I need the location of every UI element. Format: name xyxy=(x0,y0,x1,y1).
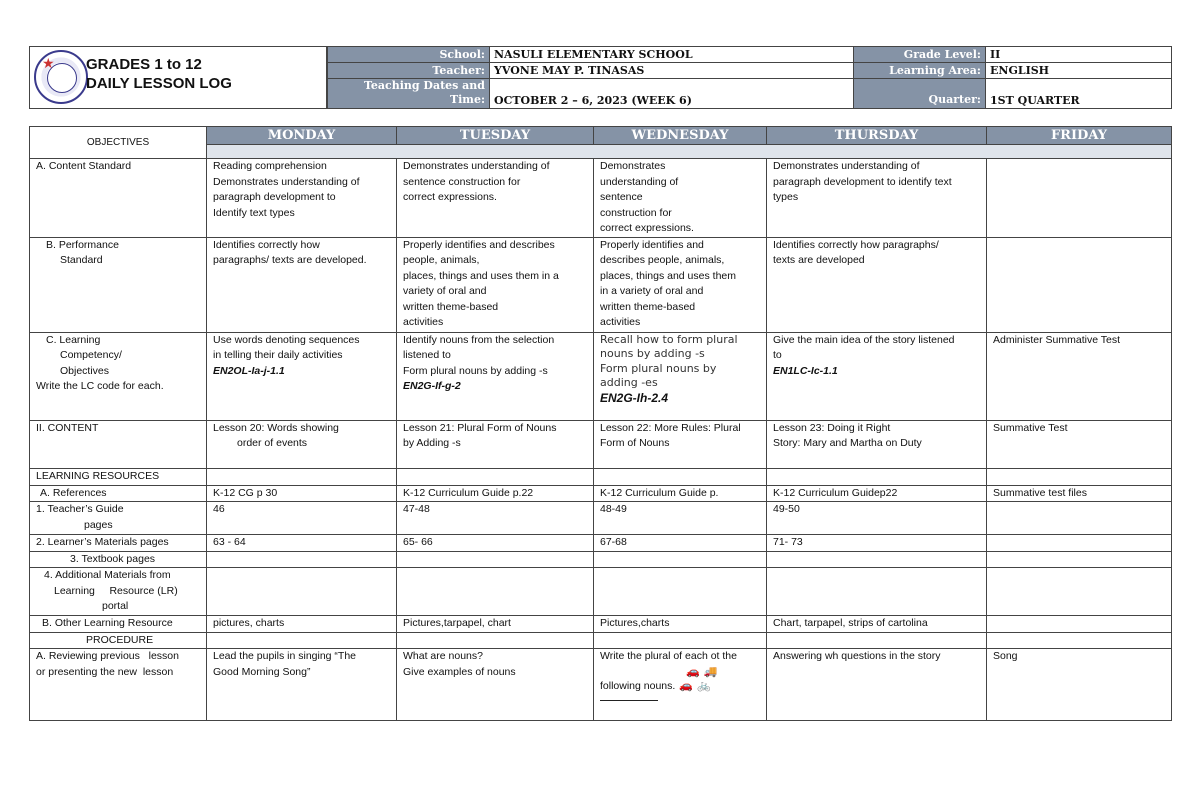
day-header-tuesday: TUESDAY xyxy=(397,127,594,145)
label-line: B. Other Learning Resource xyxy=(42,617,173,629)
cell-content-wed xyxy=(594,420,767,468)
learning-area-value: ENGLISH xyxy=(986,63,1172,79)
cell-line: Lesson 21: Plural Form of Nouns xyxy=(403,421,557,434)
cell-competency-tue xyxy=(397,332,594,420)
title-line-1: GRADES 1 to 12 xyxy=(86,56,202,73)
cell-reviewing-mon xyxy=(207,649,397,721)
cell-content-standard-mon xyxy=(207,159,397,238)
cell-line: in a variety of oral and xyxy=(600,285,704,297)
day-header-friday: FRIDAY xyxy=(987,127,1172,145)
cell-line: paragraphs/ texts are developed. xyxy=(213,254,367,266)
cell-teachers-guide-fri xyxy=(987,502,1172,535)
cell-references-thu: K-12 Curriculum Guidep22 xyxy=(767,485,987,502)
car-icon: 🚗 xyxy=(686,665,700,678)
cell-line: Give the main idea of the story listened xyxy=(773,333,955,346)
row-label-additional-materials xyxy=(30,568,207,616)
cell-other-resources-tue: Pictures,tarpapel, chart xyxy=(397,616,594,633)
cell-line: construction for xyxy=(600,206,672,219)
row-label-learning-resources: LEARNING RESOURCES xyxy=(30,468,207,485)
table-row xyxy=(30,632,1172,649)
cell-line: sentence construction for xyxy=(403,175,521,188)
cell-teachers-guide-thu: 49-50 xyxy=(767,502,987,535)
cell-learners-materials-tue: 65- 66 xyxy=(397,535,594,552)
label-line: C. Learning xyxy=(46,333,101,346)
cell-performance-standard-mon xyxy=(207,237,397,332)
cell-line: Answering wh questions in the story xyxy=(773,650,941,662)
cell-performance-standard-fri xyxy=(987,237,1172,332)
table-row xyxy=(30,568,1172,616)
table-row xyxy=(30,535,1172,552)
table-row xyxy=(30,420,1172,468)
lesson-log-table xyxy=(29,126,1172,721)
cell-learners-materials-wed: 67-68 xyxy=(594,535,767,552)
label-line: Objectives xyxy=(60,364,110,377)
cell-line: Identify text types xyxy=(213,206,295,219)
cell-line: Demonstrates understanding of xyxy=(213,175,360,188)
cell-learners-materials-mon: 63 - 64 xyxy=(207,535,397,552)
cell-line: understanding of xyxy=(600,175,679,188)
lc-code: EN1LC-Ic-1.1 xyxy=(773,364,838,377)
cell-teachers-guide-tue: 47-48 xyxy=(397,502,594,535)
cell-line: written theme-based xyxy=(403,300,499,313)
cell-line: following nouns. xyxy=(600,679,676,692)
cell-content-standard-wed xyxy=(594,159,767,238)
cell-line: variety of oral and xyxy=(403,285,487,297)
label-line: Standard xyxy=(60,254,103,266)
cell-line: to xyxy=(773,349,782,361)
label-line: A. References xyxy=(40,486,107,499)
cell-line: adding -es xyxy=(600,376,658,389)
school-value: NASULI ELEMENTARY SCHOOL xyxy=(490,47,854,63)
cell-line: Properly identifies and xyxy=(600,238,704,251)
header-info-table xyxy=(327,46,1172,109)
cell-line: Form of Nouns xyxy=(600,437,670,449)
quarter-label: Quarter: xyxy=(854,79,986,109)
cell-references-wed: K-12 Curriculum Guide p. xyxy=(594,485,767,502)
cell-line: sentence xyxy=(600,191,643,203)
row-label-content-standard: A. Content Standard xyxy=(30,159,207,238)
objectives-header: OBJECTIVES xyxy=(30,127,207,159)
cell-line: Reading comprehension xyxy=(213,160,327,172)
cell-other-resources-wed: Pictures,charts xyxy=(594,616,767,633)
label-line: Competency/ xyxy=(60,349,122,361)
school-label: School: xyxy=(328,47,490,63)
cell-line: Lead the pupils in singing “The xyxy=(213,650,357,662)
label-line: Write the LC code for each. xyxy=(36,380,164,392)
cell-line: What are nouns? xyxy=(403,650,483,662)
day-header-thursday: THURSDAY xyxy=(767,127,987,145)
cell-content-tue xyxy=(397,420,594,468)
cell-line: Form plural nouns by adding -s xyxy=(403,364,548,377)
table-row xyxy=(30,551,1172,568)
grade-value: II xyxy=(986,47,1172,63)
day-header-subbar xyxy=(207,145,1172,159)
cell-line: in telling their daily activities xyxy=(213,349,343,361)
cell-line: listened to xyxy=(403,349,451,361)
cell-content-mon xyxy=(207,420,397,468)
table-row xyxy=(30,159,1172,238)
car-icon: 🚗 xyxy=(679,679,694,692)
title-box xyxy=(29,46,327,109)
deped-seal-logo: ★ xyxy=(34,50,88,104)
cell-line: Summative Test xyxy=(993,421,1068,434)
cell-line: written theme-based xyxy=(600,300,696,313)
cell-competency-thu xyxy=(767,332,987,420)
cell-line: Story: Mary and Martha on Duty xyxy=(773,437,922,449)
cell-references-fri: Summative test files xyxy=(987,485,1172,502)
cell-line: Lesson 23: Doing it Right xyxy=(773,421,891,434)
cell-content-standard-fri xyxy=(987,159,1172,238)
cell-references-tue: K-12 Curriculum Guide p.22 xyxy=(397,485,594,502)
dates-label: Teaching Dates and Time: xyxy=(328,79,490,109)
table-row xyxy=(30,332,1172,420)
lc-code: EN2G-Ih-2.4 xyxy=(600,390,669,405)
cell-other-resources-fri xyxy=(987,616,1172,633)
row-label-procedure xyxy=(30,632,207,649)
row-label-reviewing xyxy=(30,649,207,721)
cell-references-mon: K-12 CG p 30 xyxy=(207,485,397,502)
label-line: 3. Textbook pages xyxy=(70,552,156,565)
cell-line: Administer Summative Test xyxy=(993,333,1121,346)
cell-line: places, things and uses them xyxy=(600,269,736,282)
teacher-value: YVONE MAY P. TINASAS xyxy=(490,63,854,79)
cell-line: Write the plural of each ot the xyxy=(600,650,737,662)
cell-line: types xyxy=(773,191,799,203)
cell-line: Song xyxy=(993,650,1018,662)
cell-content-thu xyxy=(767,420,987,468)
cell-teachers-guide-mon: 46 xyxy=(207,502,397,535)
lc-code: EN2G-If-g-2 xyxy=(403,380,461,392)
day-header-wednesday: WEDNESDAY xyxy=(594,127,767,145)
cell-line: paragraph development to xyxy=(213,191,336,203)
cell-performance-standard-wed xyxy=(594,237,767,332)
truck-icon: 🚚 xyxy=(703,665,718,678)
table-row xyxy=(30,616,1172,633)
row-label-teachers-guide xyxy=(30,502,207,535)
cell-competency-mon xyxy=(207,332,397,420)
cell-learners-materials-fri xyxy=(987,535,1172,552)
cell-learners-materials-thu: 71- 73 xyxy=(767,535,987,552)
cell-performance-standard-tue xyxy=(397,237,594,332)
cell-line: describes people, animals, xyxy=(600,254,725,266)
label-line: portal xyxy=(102,600,129,612)
cell-line: by Adding -s xyxy=(403,437,461,449)
cell-line: nouns by adding -s xyxy=(600,347,705,360)
cell-line: Properly identifies and describes xyxy=(403,238,555,251)
cell-reviewing-wed xyxy=(594,649,767,721)
row-label-learners-materials: 2. Learner’s Materials pages xyxy=(30,535,207,552)
row-label-learning-competency xyxy=(30,332,207,420)
label-line: PROCEDURE xyxy=(86,633,154,646)
cell-content-standard-thu xyxy=(767,159,987,238)
label-line: pages xyxy=(84,518,113,531)
cell-line: Identify nouns from the selection xyxy=(403,333,555,346)
label-line: A. Reviewing previous lesson xyxy=(36,650,179,662)
table-row xyxy=(30,649,1172,721)
cell-line: Demonstrates xyxy=(600,160,666,172)
cell-line: people, animals, xyxy=(403,254,480,266)
document-title xyxy=(86,55,232,93)
table-row xyxy=(30,485,1172,502)
cell-line: Lesson 20: Words showing xyxy=(213,421,339,434)
cell-teachers-guide-wed: 48-49 xyxy=(594,502,767,535)
cell-line: paragraph development to identify text xyxy=(773,175,952,188)
cell-line: activities xyxy=(403,316,444,328)
cell-line: Demonstrates understanding of xyxy=(403,160,550,172)
cell-reviewing-fri xyxy=(987,649,1172,721)
cell-line: activities xyxy=(600,316,641,328)
cell-line: correct expressions. xyxy=(403,191,497,203)
cell-line: Identifies correctly how paragraphs/ xyxy=(773,238,939,251)
table-row xyxy=(30,237,1172,332)
label-line: Learning Resource (LR) xyxy=(54,584,178,597)
cell-other-resources-mon: pictures, charts xyxy=(207,616,397,633)
cell-line: Good Morning Song” xyxy=(213,665,311,678)
cell-line: texts are developed xyxy=(773,254,865,266)
grade-label: Grade Level: xyxy=(854,47,986,63)
dates-value: OCTOBER 2 – 6, 2023 (WEEK 6) xyxy=(490,79,854,109)
table-row xyxy=(30,502,1172,535)
cell-line: places, things and uses them in a xyxy=(403,269,559,282)
learning-area-label: Learning Area: xyxy=(854,63,986,79)
row-label-content: II. CONTENT xyxy=(30,420,207,468)
day-header-monday: MONDAY xyxy=(207,127,397,145)
row-label-performance-standard xyxy=(30,237,207,332)
cell-performance-standard-thu xyxy=(767,237,987,332)
cell-reviewing-tue xyxy=(397,649,594,721)
label-line: or presenting the new lesson xyxy=(36,665,174,678)
cell-line: Form plural nouns by xyxy=(600,361,717,375)
cell-line: Identifies correctly how xyxy=(213,238,320,251)
cell-line: order of events xyxy=(237,437,308,449)
bike-icon: 🚲 xyxy=(697,679,711,692)
lc-code: EN2OL-Ia-j-1.1 xyxy=(213,364,285,377)
quarter-value: 1ST QUARTER xyxy=(986,79,1172,109)
title-line-2: DAILY LESSON LOG xyxy=(86,75,232,92)
label-line: 4. Additional Materials from xyxy=(44,569,171,581)
cell-line: correct expressions. xyxy=(600,222,694,234)
cell-reviewing-thu xyxy=(767,649,987,721)
cell-other-resources-thu: Chart, tarpapel, strips of cartolina xyxy=(767,616,987,633)
cell-line: Lesson 22: More Rules: Plural xyxy=(600,421,741,434)
cell-competency-wed xyxy=(594,332,767,420)
teacher-label: Teacher: xyxy=(328,63,490,79)
row-label-references xyxy=(30,485,207,502)
cell-line: Use words denoting sequences xyxy=(213,333,360,346)
answer-line xyxy=(600,700,658,701)
cell-line: Recall how to form plural xyxy=(600,332,738,346)
table-row xyxy=(30,468,1172,485)
cell-competency-fri xyxy=(987,332,1172,420)
cell-content-standard-tue xyxy=(397,159,594,238)
label-line: 1. Teacher’s Guide xyxy=(36,503,124,515)
row-label-textbook xyxy=(30,551,207,568)
label-line: B. Performance xyxy=(46,238,119,251)
cell-line: Demonstrates understanding of xyxy=(773,160,920,172)
cell-line: Give examples of nouns xyxy=(403,665,516,678)
cell-content-fri xyxy=(987,420,1172,468)
row-label-other-resources xyxy=(30,616,207,633)
